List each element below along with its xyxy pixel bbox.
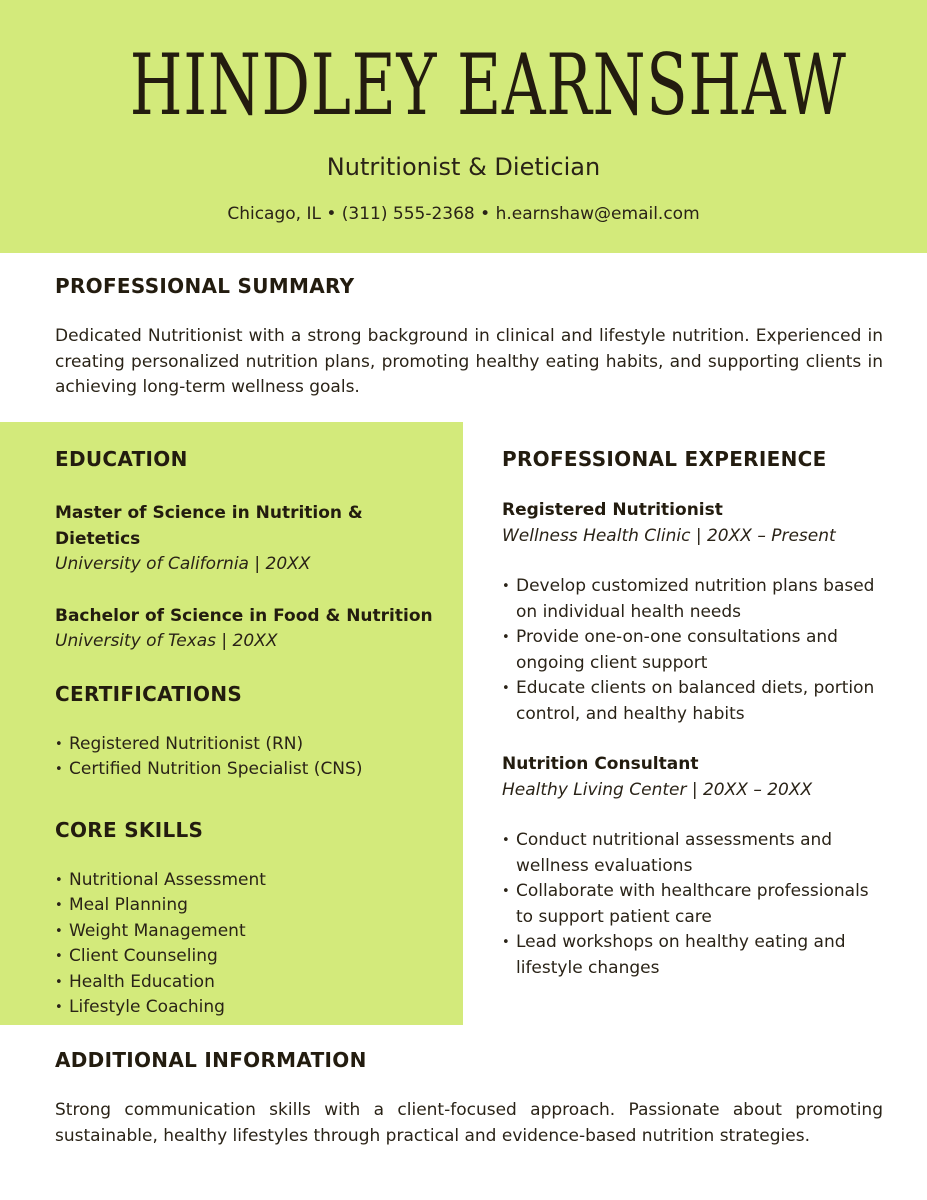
job-org: Wellness Health Clinic | 20XX – Present bbox=[502, 525, 836, 546]
summary-heading: PROFESSIONAL SUMMARY bbox=[55, 274, 355, 298]
school-info: University of California | 20XX bbox=[55, 554, 311, 574]
education-item bbox=[55, 501, 450, 578]
list-item: • Educate clients on balanced diets, portion control, and healthy habits bbox=[502, 676, 882, 727]
list-item: • Develop customized nutrition plans based on individual health needs bbox=[502, 574, 882, 625]
list-item: • Certified Nutrition Specialist (CNS) bbox=[55, 757, 450, 783]
skills-list bbox=[55, 868, 450, 1021]
list-item: • Conduct nutritional assessments and wellness evaluations bbox=[502, 828, 882, 879]
job-role: Registered Nutritionist bbox=[502, 500, 723, 520]
professional-summary-section bbox=[55, 272, 883, 401]
experience-section bbox=[502, 445, 882, 981]
core-skills-heading: CORE SKILLS bbox=[55, 817, 204, 842]
certifications-list bbox=[55, 732, 450, 783]
list-item: • Weight Management bbox=[55, 919, 450, 945]
additional-heading: ADDITIONAL INFORMATION bbox=[55, 1048, 367, 1072]
list-item: • Client Counseling bbox=[55, 944, 450, 970]
job-title: Nutritionist & Dietician bbox=[326, 153, 601, 181]
job-org: Healthy Living Center | 20XX – 20XX bbox=[502, 779, 813, 800]
job-bullets bbox=[502, 828, 882, 981]
list-item: • Lifestyle Coaching bbox=[55, 995, 450, 1021]
list-item: • Collaborate with healthcare professionals to support patient care bbox=[502, 879, 882, 930]
list-item: • Registered Nutritionist (RN) bbox=[55, 732, 450, 758]
right-column bbox=[502, 445, 882, 981]
school-info: University of Texas | 20XX bbox=[55, 631, 278, 651]
job-entry bbox=[502, 752, 882, 981]
list-item: • Nutritional Assessment bbox=[55, 868, 450, 894]
certifications-section bbox=[55, 680, 450, 783]
list-item: • Provide one-on-one consultations and ongoing client support bbox=[502, 625, 882, 676]
list-item: • Health Education bbox=[55, 970, 450, 996]
education-section bbox=[55, 445, 450, 655]
additional-information-section bbox=[55, 1046, 883, 1149]
list-item: • Lead workshops on healthy eating and lifestyle changes bbox=[502, 930, 882, 981]
left-column bbox=[55, 445, 450, 1021]
job-bullets bbox=[502, 574, 882, 727]
job-role: Nutrition Consultant bbox=[502, 754, 699, 774]
experience-heading: PROFESSIONAL EXPERIENCE bbox=[502, 447, 827, 471]
job-entry bbox=[502, 498, 882, 727]
core-skills-section bbox=[55, 816, 450, 1021]
degree-title: Bachelor of Science in Food & Nutrition bbox=[55, 605, 433, 626]
certifications-heading: CERTIFICATIONS bbox=[55, 681, 243, 706]
education-heading: EDUCATION bbox=[55, 447, 188, 471]
resume-header bbox=[0, 0, 927, 253]
candidate-name: HINDLEY EARNSHAW bbox=[129, 36, 847, 134]
list-item: • Meal Planning bbox=[55, 893, 450, 919]
summary-text: Dedicated Nutritionist with a strong background in clinical and lifestyle nutrition. Experienced in creating personalized nutrition plans, promoting healthy eating habits, and supporting clients in achieving long-term wellness goals. bbox=[55, 326, 883, 397]
education-item bbox=[55, 604, 450, 655]
contact-line: Chicago, IL • (311) 555-2368 • h.earnshaw@email.com bbox=[227, 204, 700, 224]
additional-text: Strong communication skills with a client-focused approach. Passionate about promoting sustainable, healthy lifestyles through practical and evidence-based nutrition strategies. bbox=[55, 1100, 883, 1146]
degree-title: Master of Science in Nutrition & Dietetics bbox=[55, 503, 363, 549]
